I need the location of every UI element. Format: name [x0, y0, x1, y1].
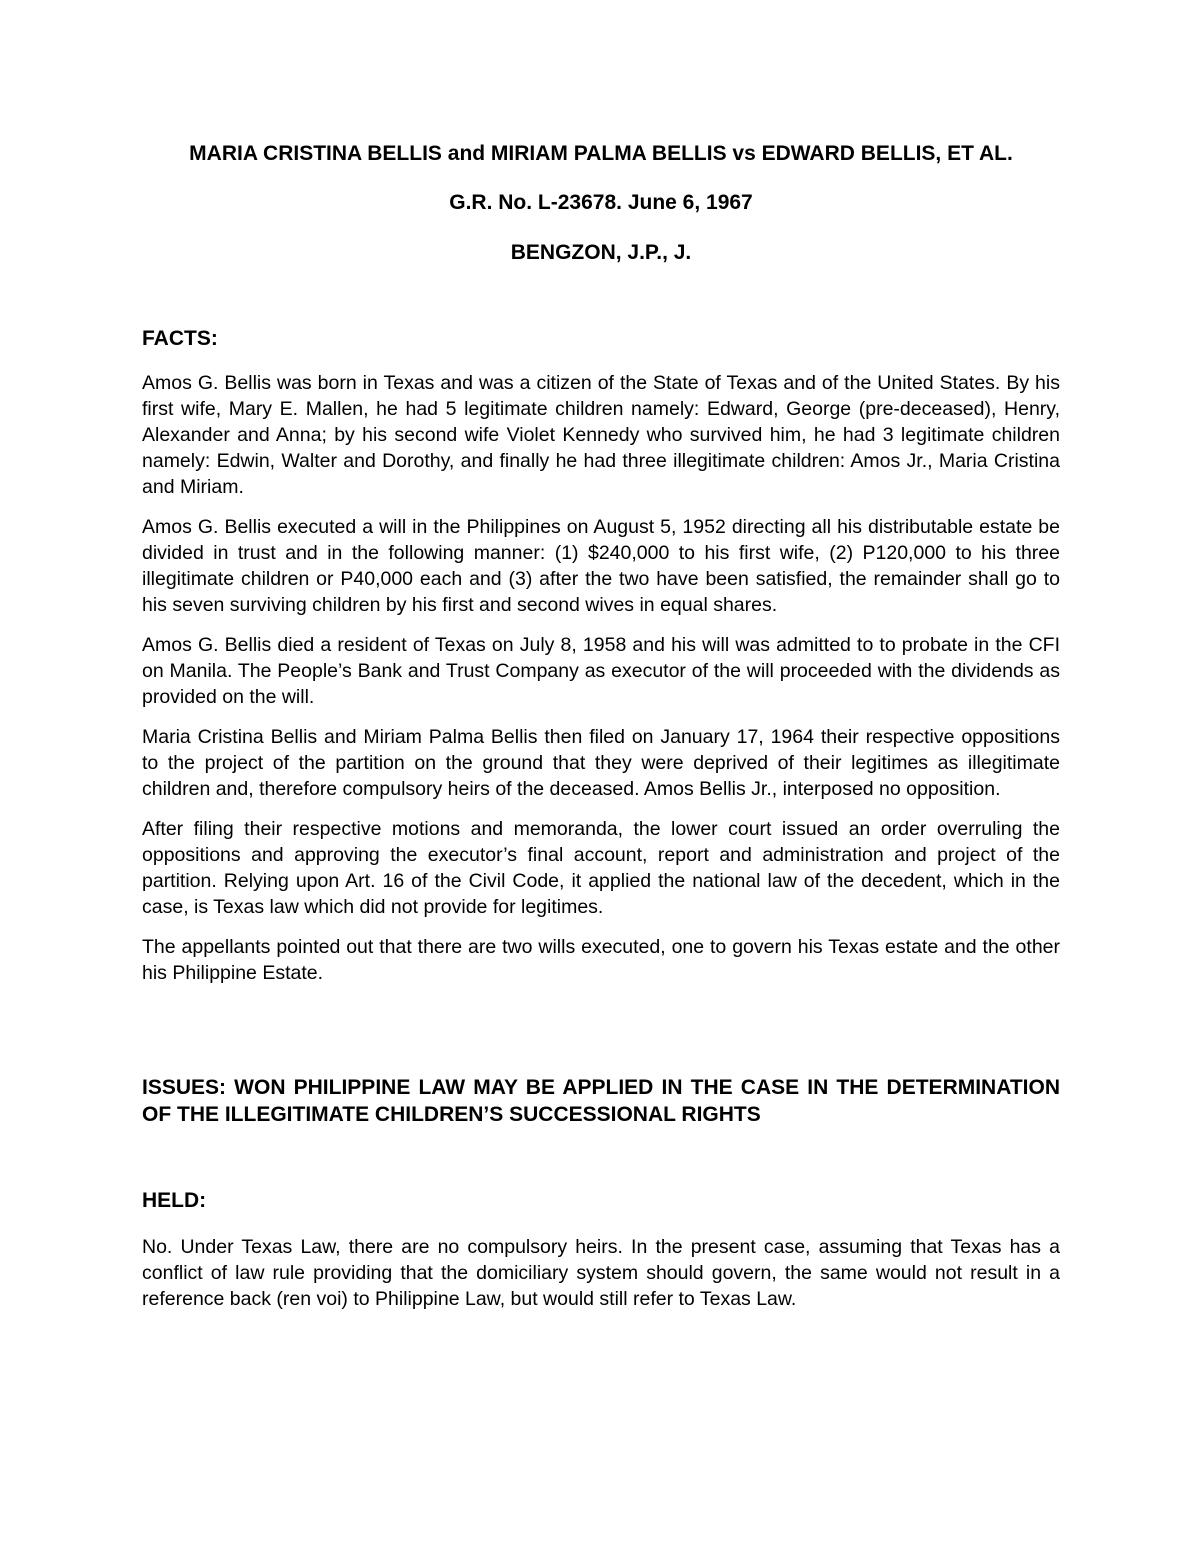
- facts-paragraph: Amos G. Bellis executed a will in the Philippines on August 5, 1952 directing all his distributable estate be divided in trust and in the following manner: (1) $240,000 to his first wife, (2) P120,000 to his three illegitimate children or P40,000 each and (3) after the two have been satisfied, the remainder shall go to his seven surviving children by his first and second wives in equal shares.: [142, 516, 1060, 616]
- case-ponente: BENGZON, J.P., J.: [510, 241, 692, 264]
- issues-heading: ISSUES: WON PHILIPPINE LAW MAY BE APPLIED IN THE CASE IN THE DETERMINATION OF THE ILLEGITIMATE CHILDREN’S SUCCESSIONAL RIGHTS: [142, 1076, 1060, 1126]
- held-section: [142, 1234, 1060, 1312]
- facts-heading: FACTS:: [142, 327, 218, 350]
- facts-paragraph: Amos G. Bellis died a resident of Texas on July 8, 1958 and his will was admitted to to probate in the CFI on Manila. The People’s Bank and Trust Company as executor of the will proceeded with the dividends as provided on the will.: [142, 634, 1060, 708]
- facts-paragraph: Maria Cristina Bellis and Miriam Palma Bellis then filed on January 17, 1964 their respective oppositions to the project of the partition on the ground that they were deprived of their legitimes as illegitimate children and, therefore compulsory heirs of the deceased. Amos Bellis Jr., interposed no opposition.: [142, 726, 1060, 800]
- held-heading: HELD:: [142, 1189, 207, 1212]
- case-title: MARIA CRISTINA BELLIS and MIRIAM PALMA BELLIS vs EDWARD BELLIS, ET AL.: [189, 142, 1013, 165]
- facts-paragraph: The appellants pointed out that there are two wills executed, one to govern his Texas estate and the other his Philippine Estate.: [142, 936, 1060, 984]
- held-paragraph: No. Under Texas Law, there are no compulsory heirs. In the present case, assuming that Texas has a conflict of law rule providing that the domiciliary system should govern, the same would not result in a reference back (ren voi) to Philippine Law, but would still refer to Texas Law.: [142, 1236, 1060, 1310]
- facts-section: [142, 370, 1060, 986]
- facts-paragraph: Amos G. Bellis was born in Texas and was a citizen of the State of Texas and of the United States. By his first wife, Mary E. Mallen, he had 5 legitimate children namely: Edward, George (pre-deceased), Henry, Alexander and Anna; by his second wife Violet Kennedy who survived him, he had 3 legitimate children namely: Edwin, Walter and Dorothy, and finally he had three illegitimate children: Amos Jr., Maria Cristina and Miriam.: [142, 372, 1060, 498]
- facts-paragraph: After filing their respective motions and memoranda, the lower court issued an order overruling the oppositions and approving the executor’s final account, report and administration and project of the partition. Relying upon Art. 16 of the Civil Code, it applied the national law of the decedent, which in the case, is Texas law which did not provide for legitimes.: [142, 818, 1060, 918]
- document-page: [142, 140, 1060, 1326]
- case-gr-number: G.R. No. L-23678. June 6, 1967: [449, 191, 753, 214]
